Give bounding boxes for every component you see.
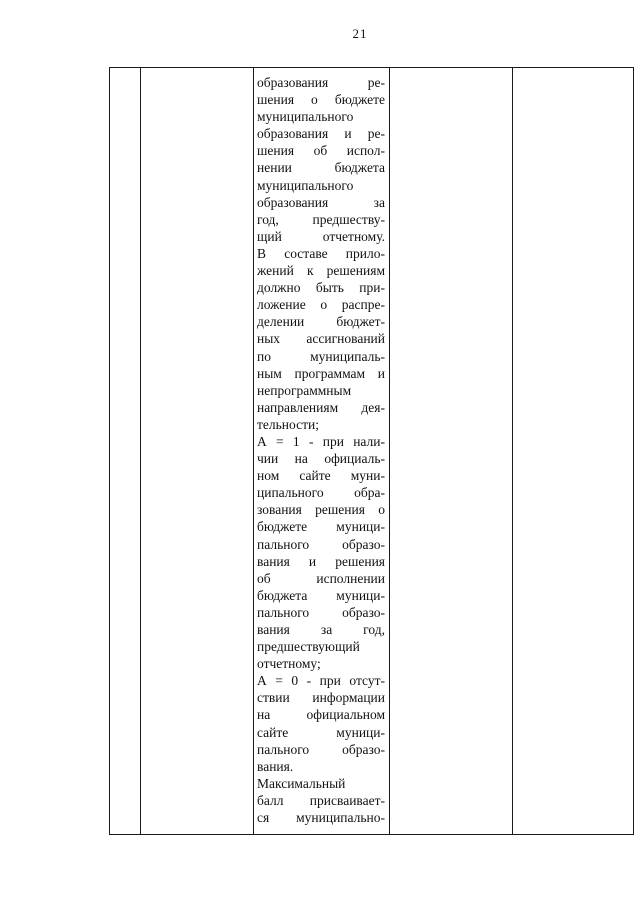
- description-line: вания.: [257, 758, 294, 774]
- description-line: шения о бюджете: [257, 92, 385, 108]
- table-row: [110, 68, 634, 835]
- description-line: В составе прило-: [257, 245, 385, 261]
- description-line: пального образо-: [257, 536, 385, 552]
- description-line: Максимальный: [257, 775, 346, 791]
- description-line: вания за год,: [257, 622, 385, 637]
- description-line: ном сайте муни-: [257, 468, 385, 484]
- description-line: непрограммным: [257, 382, 352, 398]
- description-line: щий отчетному.: [257, 228, 385, 244]
- description-line: вания и решения: [257, 553, 385, 569]
- description-line: бюджета муници-: [257, 587, 385, 603]
- table-cell-description: [254, 68, 390, 835]
- description-line: бюджете муници-: [257, 519, 385, 535]
- table-cell-note: [513, 68, 634, 835]
- description-line: ствии информации: [257, 690, 385, 706]
- description-line: балл присваивает-: [257, 792, 385, 808]
- table-cell-indicator: [141, 68, 254, 835]
- description-line: направлениям дея-: [257, 399, 385, 415]
- description-line: А = 1 - при нали-: [257, 433, 385, 449]
- description-line: чии на официаль-: [257, 451, 385, 467]
- description-line: ципального обра-: [257, 485, 385, 501]
- description-line: ся муниципально-: [257, 810, 385, 826]
- description-line: пального образо-: [257, 741, 385, 757]
- description-line: должно быть при-: [257, 280, 385, 296]
- description-line: ложение о распре-: [257, 297, 385, 313]
- description-line: жений к решениям: [257, 263, 385, 279]
- description-line: шения об испол-: [257, 143, 385, 159]
- description-line: предшествующий: [257, 639, 360, 655]
- description-line: тельности;: [257, 416, 319, 432]
- page-number: 21: [352, 26, 368, 41]
- description-line: муниципального: [257, 109, 354, 125]
- description-line: год, предшеству-: [257, 211, 385, 227]
- description-line: А = 0 - при отсут-: [257, 673, 385, 689]
- description-line: муниципального: [257, 177, 354, 193]
- description-line: пального образо-: [257, 604, 385, 620]
- description-line: ных ассигнований: [257, 331, 385, 347]
- table-cell-index: [110, 68, 141, 835]
- criteria-table: [109, 67, 634, 835]
- table-cell-score: [390, 68, 513, 835]
- description-line: отчетному;: [257, 656, 321, 672]
- description-line: образования за: [257, 194, 385, 210]
- description-line: об исполнении: [257, 570, 385, 586]
- description-line: образования ре-: [257, 75, 385, 90]
- description-line: образования и ре-: [257, 126, 385, 142]
- description-line: ным программам и: [257, 365, 385, 381]
- description-line: сайте муници-: [257, 724, 385, 740]
- description-line: зования решения о: [257, 502, 385, 518]
- description-text: [257, 74, 385, 826]
- description-line: на официальном: [257, 707, 385, 723]
- description-line: по муниципаль-: [257, 348, 385, 364]
- description-line: нении бюджета: [257, 160, 385, 176]
- description-line: делении бюджет-: [257, 314, 385, 330]
